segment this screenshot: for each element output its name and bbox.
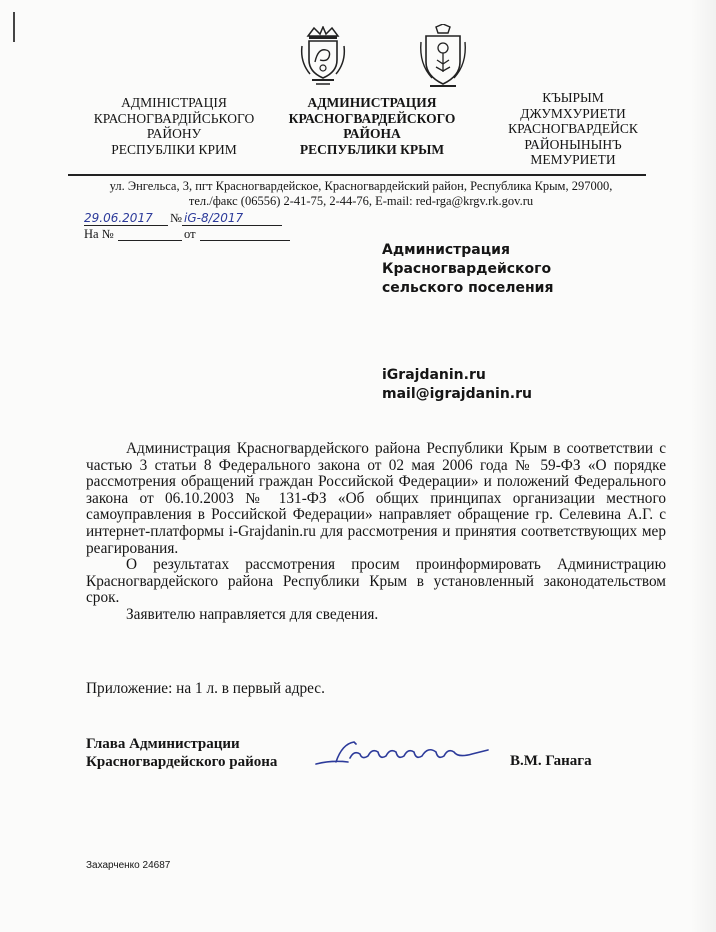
district-coat-of-arms-icon [418, 24, 468, 90]
attachment-note: Приложение: на 1 л. в первый адрес. [86, 680, 325, 697]
header-line: КРАСНОГВАРДЕЙСКОГО [288, 110, 456, 126]
body-paragraph-3: Заявителю направляется для сведения. [126, 605, 379, 623]
header-divider [68, 174, 646, 176]
reference-line [84, 227, 314, 243]
address-block [66, 179, 656, 209]
handwritten-signature-icon [312, 738, 490, 770]
copy-to-site: iGrajdanin.ru [382, 367, 486, 383]
header-line: КЪЫРЫМ [542, 90, 604, 105]
header-russian [274, 95, 470, 157]
header-crimean-tatar [478, 90, 668, 168]
body-paragraph-1: Администрация Красногвардейского района Республики Крым в соответствии с частью 3 статьи 8 Федерального закона от 02 мая 2006 года № 59-ФЗ «О порядке рассмотрения обращений граждан Российской Федерации» и положений Федерального закона от 06.10.2003 № 131-ФЗ «Об общих принципах организации местного самоуправления в Российской Федерации» направляет обращение гр. Селевина А.Г. с интернет-платформы i-Grajdanin.ru для рассмотрения и принятия соответствующих мер реагирования. [86, 440, 666, 557]
header-line: РАЙОНА [343, 126, 401, 141]
scan-mark [13, 12, 15, 42]
reference-label: На № [84, 227, 114, 241]
body-paragraph-2: О результатах рассмотрения просим проинформировать Администрацию Красногвардейского района Республики Крым в установленный законодательством срок. [86, 556, 666, 607]
header-line: РАЙОНЫНЫНЪ [524, 136, 622, 152]
header-line: АДМІНІСТРАЦІЯ [121, 95, 227, 110]
header-line: РЕСПУБЛІКИ КРИМ [111, 141, 237, 157]
address-line: ул. Энгельса, 3, пгт Красногвардейское, Красногвардейский район, Республика Крым, 297000, [109, 179, 613, 193]
number-label: № [170, 211, 182, 225]
outgoing-number: iG-8/2017 [184, 211, 244, 225]
recipient-line: сельского поселения [382, 280, 554, 296]
signatory-title-line: Красногвардейского района [86, 754, 278, 770]
reference-from-label: от [184, 227, 196, 241]
recipient-line: Красногвардейского [382, 261, 552, 277]
recipient-line: Администрация [382, 242, 510, 258]
header-line: АДМИНИСТРАЦИЯ [307, 95, 437, 110]
contacts-line: тел./факс (06556) 2-41-75, 2-44-76, E-mail: red-rga@krgv.rk.gov.ru [188, 194, 534, 208]
recipient-block [382, 241, 642, 298]
signatory-name: В.М. Ганага [510, 753, 592, 769]
outgoing-number-line [84, 211, 314, 227]
header-line: КРАСНОГВАРДІЙСЬКОГО [93, 110, 255, 126]
signatory-title [86, 735, 277, 771]
signatory-title-line: Глава Администрации [86, 736, 240, 752]
header-ukrainian [76, 95, 272, 157]
copy-to-block [382, 366, 642, 404]
header-line: РЕСПУБЛИКИ КРЫМ [299, 141, 445, 157]
scan-edge [690, 0, 716, 932]
header-line: КРАСНОГВАРДЕЙСК [508, 121, 638, 136]
executor-note: Захарченко 24687 [86, 860, 171, 871]
crimea-coat-of-arms-icon [300, 26, 346, 88]
outgoing-date: 29.06.2017 [84, 211, 153, 225]
header-line: МЕМУРИЕТИ [530, 152, 616, 167]
header-line: РАЙОНУ [146, 126, 202, 141]
copy-to-email: mail@igrajdanin.ru [382, 386, 532, 402]
header-line: ДЖУМХУРИЕТИ [520, 105, 626, 121]
letter-body [86, 441, 666, 624]
